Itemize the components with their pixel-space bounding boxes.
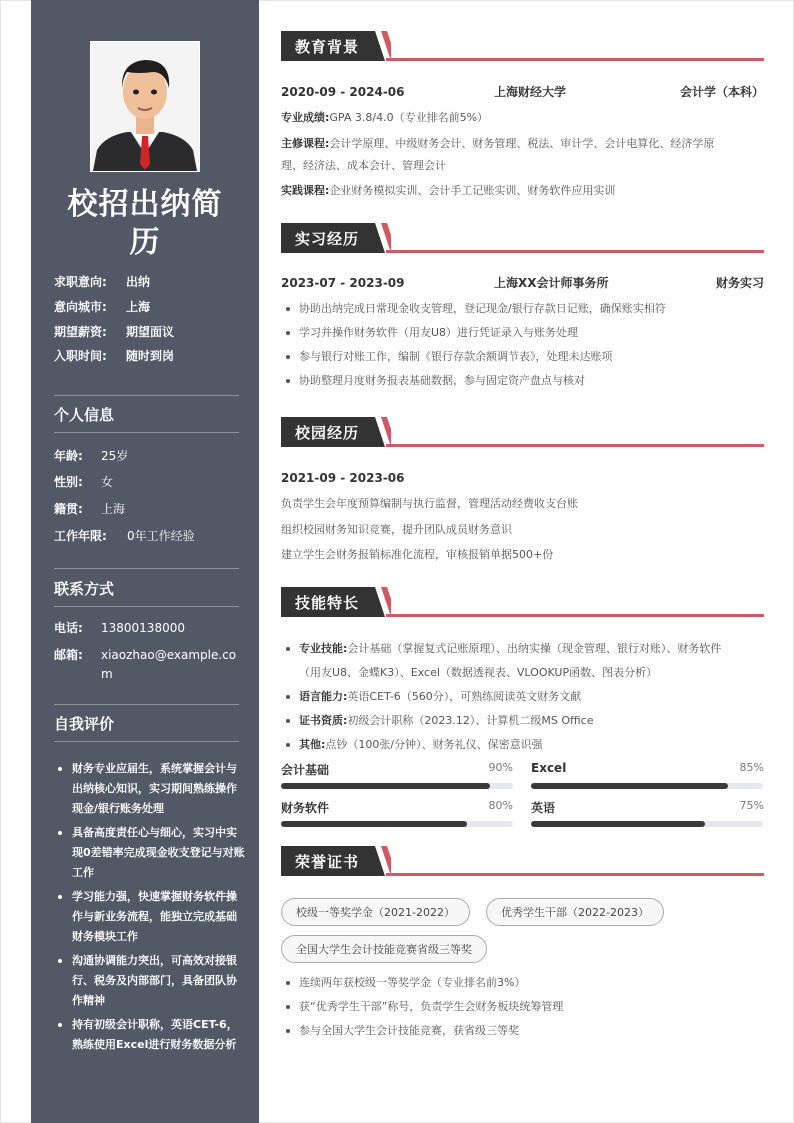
education-school: 上海财经大学 <box>494 85 567 99</box>
section-tag <box>281 31 381 61</box>
education-gpa <box>281 107 764 129</box>
skill-text-wrap: （用友U8、金蝶K3）、Excel（数据透视表、VLOOKUP函数、图表分析） <box>299 666 658 679</box>
section-tag <box>281 417 381 447</box>
personal-label: 年龄: <box>54 449 83 463</box>
contact-label: 电话: <box>54 621 83 635</box>
internship-company: 上海XX会计师事务所 <box>494 276 609 290</box>
section-rule <box>386 614 764 617</box>
sidebar <box>31 0 259 1123</box>
list-item <box>281 709 764 733</box>
list-item: 协助整理月度财务报表基础数据，参与固定资产盘点与核对 <box>281 369 764 393</box>
education-major: 会计学（本科） <box>679 85 764 99</box>
campus-item: 负责学生会年度预算编制与执行监督，管理活动经费收支台账 <box>281 497 578 510</box>
internship-section-header <box>281 223 764 253</box>
contact-email <box>54 647 237 681</box>
skill-bar-track <box>281 783 513 789</box>
campus-item: 建立学生会财务报销标准化流程，审核报销单据500+份 <box>281 548 554 561</box>
skill-bar-fill <box>531 783 728 789</box>
skill-text: 点钞（100张/分钟）、财务礼仪、保密意识强 <box>325 738 543 751</box>
skill-label: 专业技能: <box>299 642 348 655</box>
section-tag <box>281 223 381 253</box>
education-section-header <box>281 31 764 61</box>
self-eval-list <box>54 759 246 1059</box>
personal-gender <box>54 474 114 490</box>
intent-salary <box>54 324 175 340</box>
personal-origin <box>54 501 126 517</box>
divider <box>54 432 239 433</box>
personal-age <box>54 448 129 464</box>
education-row <box>281 84 764 100</box>
skill-bar-percent: 85% <box>739 761 764 774</box>
skill-text: 英语CET-6（560分），可熟练阅读英文财务文献 <box>347 690 582 703</box>
intent-value: 随时到岗 <box>126 349 175 363</box>
skill-text: 初级会计职称（2023.12）、计算机二级MS Office <box>347 714 594 727</box>
gpa-label: 专业成绩: <box>281 111 330 124</box>
skill-bar-track <box>281 821 513 827</box>
skill-label: 语言能力: <box>299 690 348 703</box>
courses-label: 主修课程: <box>281 137 330 150</box>
section-rule <box>386 444 764 447</box>
intent-city <box>54 299 151 315</box>
skill-bar-fill <box>531 821 705 827</box>
skill-bar-percent: 75% <box>739 799 764 812</box>
internship-row <box>281 275 764 291</box>
section-title: 技能特长 <box>295 594 360 612</box>
intent-label: 入职时间: <box>54 349 107 363</box>
list-item: 参与全国大学生会计技能竞赛，获省级三等奖 <box>281 1019 764 1043</box>
skill-bar-name: 会计基础 <box>281 763 330 777</box>
internship-period: 2023-07 - 2023-09 <box>281 276 405 290</box>
contact-heading: 联系方式 <box>54 580 115 598</box>
section-rule <box>386 58 764 61</box>
campus-row <box>281 470 764 486</box>
section-title: 荣誉证书 <box>295 853 360 871</box>
list-item: 协助出纳完成日常现金收支管理，登记现金/银行存款日记账，确保账实相符 <box>281 297 764 321</box>
section-tag <box>281 587 381 617</box>
skill-bar-name: 财务软件 <box>281 801 330 815</box>
education-practice <box>281 180 764 202</box>
skill-bar <box>531 761 764 775</box>
contact-label: 邮箱: <box>54 648 83 662</box>
intent-position <box>54 274 151 290</box>
skill-bar-percent: 90% <box>488 761 513 774</box>
honor-tag: 优秀学生干部（2022-2023） <box>486 898 664 926</box>
skill-bar <box>281 799 513 816</box>
list-item: 获“优秀学生干部”称号，负责学生会财务板块统筹管理 <box>281 995 764 1019</box>
list-item <box>281 733 764 757</box>
intent-value: 上海 <box>126 300 151 314</box>
personal-label: 性别: <box>54 475 83 489</box>
list-item <box>281 637 764 685</box>
personal-label: 工作年限: <box>54 529 107 543</box>
resume-title-line2: 历 <box>129 225 161 260</box>
intent-value: 出纳 <box>126 275 151 289</box>
skill-bar-name: 英语 <box>531 801 556 815</box>
skill-bar-percent: 80% <box>488 799 513 812</box>
honors-section-header <box>281 846 764 876</box>
personal-value: 上海 <box>101 502 126 516</box>
education-period: 2020-09 - 2024-06 <box>281 85 405 99</box>
section-title: 教育背景 <box>295 38 360 56</box>
personal-value: 25岁 <box>101 449 129 463</box>
resume-title <box>31 186 259 262</box>
intent-value: 期望面议 <box>126 325 175 339</box>
honor-tag: 校级一等奖学金（2021-2022） <box>281 898 470 926</box>
personal-experience <box>54 528 195 544</box>
skill-bar <box>281 761 513 778</box>
section-tag <box>281 846 381 876</box>
skills-section-header <box>281 587 764 617</box>
divider <box>54 568 239 569</box>
contact-value: xiaozhao@example.co <box>101 648 237 662</box>
practice-label: 实践课程: <box>281 184 330 197</box>
list-item: 持有初级会计职称，英语CET-6，熟练使用Excel进行财务数据分析 <box>54 1015 246 1055</box>
personal-value: 女 <box>101 475 114 489</box>
divider <box>54 606 239 607</box>
divider <box>54 704 239 705</box>
list-item: 学习并操作财务软件（用友U8）进行凭证录入与账务处理 <box>281 321 764 345</box>
skill-bar-name: Excel <box>531 761 567 775</box>
personal-value: 0年工作经验 <box>127 529 195 543</box>
skill-label: 其他: <box>299 738 326 751</box>
skill-label: 证书资质: <box>299 714 348 727</box>
profile-photo <box>90 41 200 172</box>
skill-bar-track <box>531 821 763 827</box>
list-item: 财务专业应届生，系统掌握会计与出纳核心知识，实习期间熟练操作现金/银行账务处理 <box>54 759 246 819</box>
courses-value: 会计学原理、中级财务会计、财务管理、税法、审计学、会计电算化、经济学原 <box>329 137 715 150</box>
list-item: 沟通协调能力突出，可高效对接银行、税务及内部部门，具备团队协作精神 <box>54 951 246 1011</box>
skill-bar-fill <box>281 821 467 827</box>
section-title: 实习经历 <box>295 230 360 248</box>
campus-section-header <box>281 417 764 447</box>
internship-list <box>281 297 764 393</box>
contact-value-wrap: m <box>101 667 113 681</box>
self-eval-heading: 自我评价 <box>54 715 115 733</box>
intent-start <box>54 348 175 364</box>
resume-title-line1: 校招出纳简 <box>67 187 223 222</box>
skill-text: 会计基础（掌握复式记账原理）、出纳实操（现金管理、银行对账）、财务软件 <box>347 642 722 655</box>
skills-list <box>281 637 764 757</box>
internship-role: 财务实习 <box>715 276 764 290</box>
campus-item: 组织校园财务知识竞赛，提升团队成员财务意识 <box>281 523 512 536</box>
contact-phone <box>54 620 185 636</box>
list-item <box>281 685 764 709</box>
intent-label: 意向城市: <box>54 300 107 314</box>
list-item: 连续两年获校级一等奖学金（专业排名前3%） <box>281 971 764 995</box>
skill-bar-fill <box>281 783 490 789</box>
courses-value-wrap: 理、经济法、成本会计、管理会计 <box>281 159 446 172</box>
personal-label: 籍贯: <box>54 502 83 516</box>
divider <box>54 741 239 742</box>
honor-tag: 全国大学生会计技能竞赛省级三等奖 <box>281 935 487 963</box>
intent-label: 求职意向: <box>54 275 107 289</box>
list-item: 具备高度责任心与细心，实习中实现0差错率完成现金收支登记与对账工作 <box>54 823 246 883</box>
list-item: 参与银行对账工作，编制《银行存款余额调节表》，处理未达账项 <box>281 345 764 369</box>
personal-info-heading: 个人信息 <box>54 406 115 424</box>
intent-label: 期望薪资: <box>54 325 107 339</box>
campus-period: 2021-09 - 2023-06 <box>281 471 405 485</box>
list-item: 学习能力强，快速掌握财务软件操作与新业务流程，能独立完成基础财务模块工作 <box>54 887 246 947</box>
skill-bar-track <box>531 783 763 789</box>
skill-bar <box>531 799 764 816</box>
gpa-value: GPA 3.8/4.0（专业排名前5%） <box>329 111 489 124</box>
honors-list <box>281 971 764 1043</box>
section-rule <box>386 873 764 876</box>
contact-value: 13800138000 <box>101 621 185 635</box>
divider <box>54 395 239 396</box>
practice-value: 企业财务模拟实训、会计手工记账实训、财务软件应用实训 <box>329 184 616 197</box>
section-title: 校园经历 <box>295 424 360 442</box>
section-rule <box>386 250 764 253</box>
education-courses <box>281 133 764 177</box>
